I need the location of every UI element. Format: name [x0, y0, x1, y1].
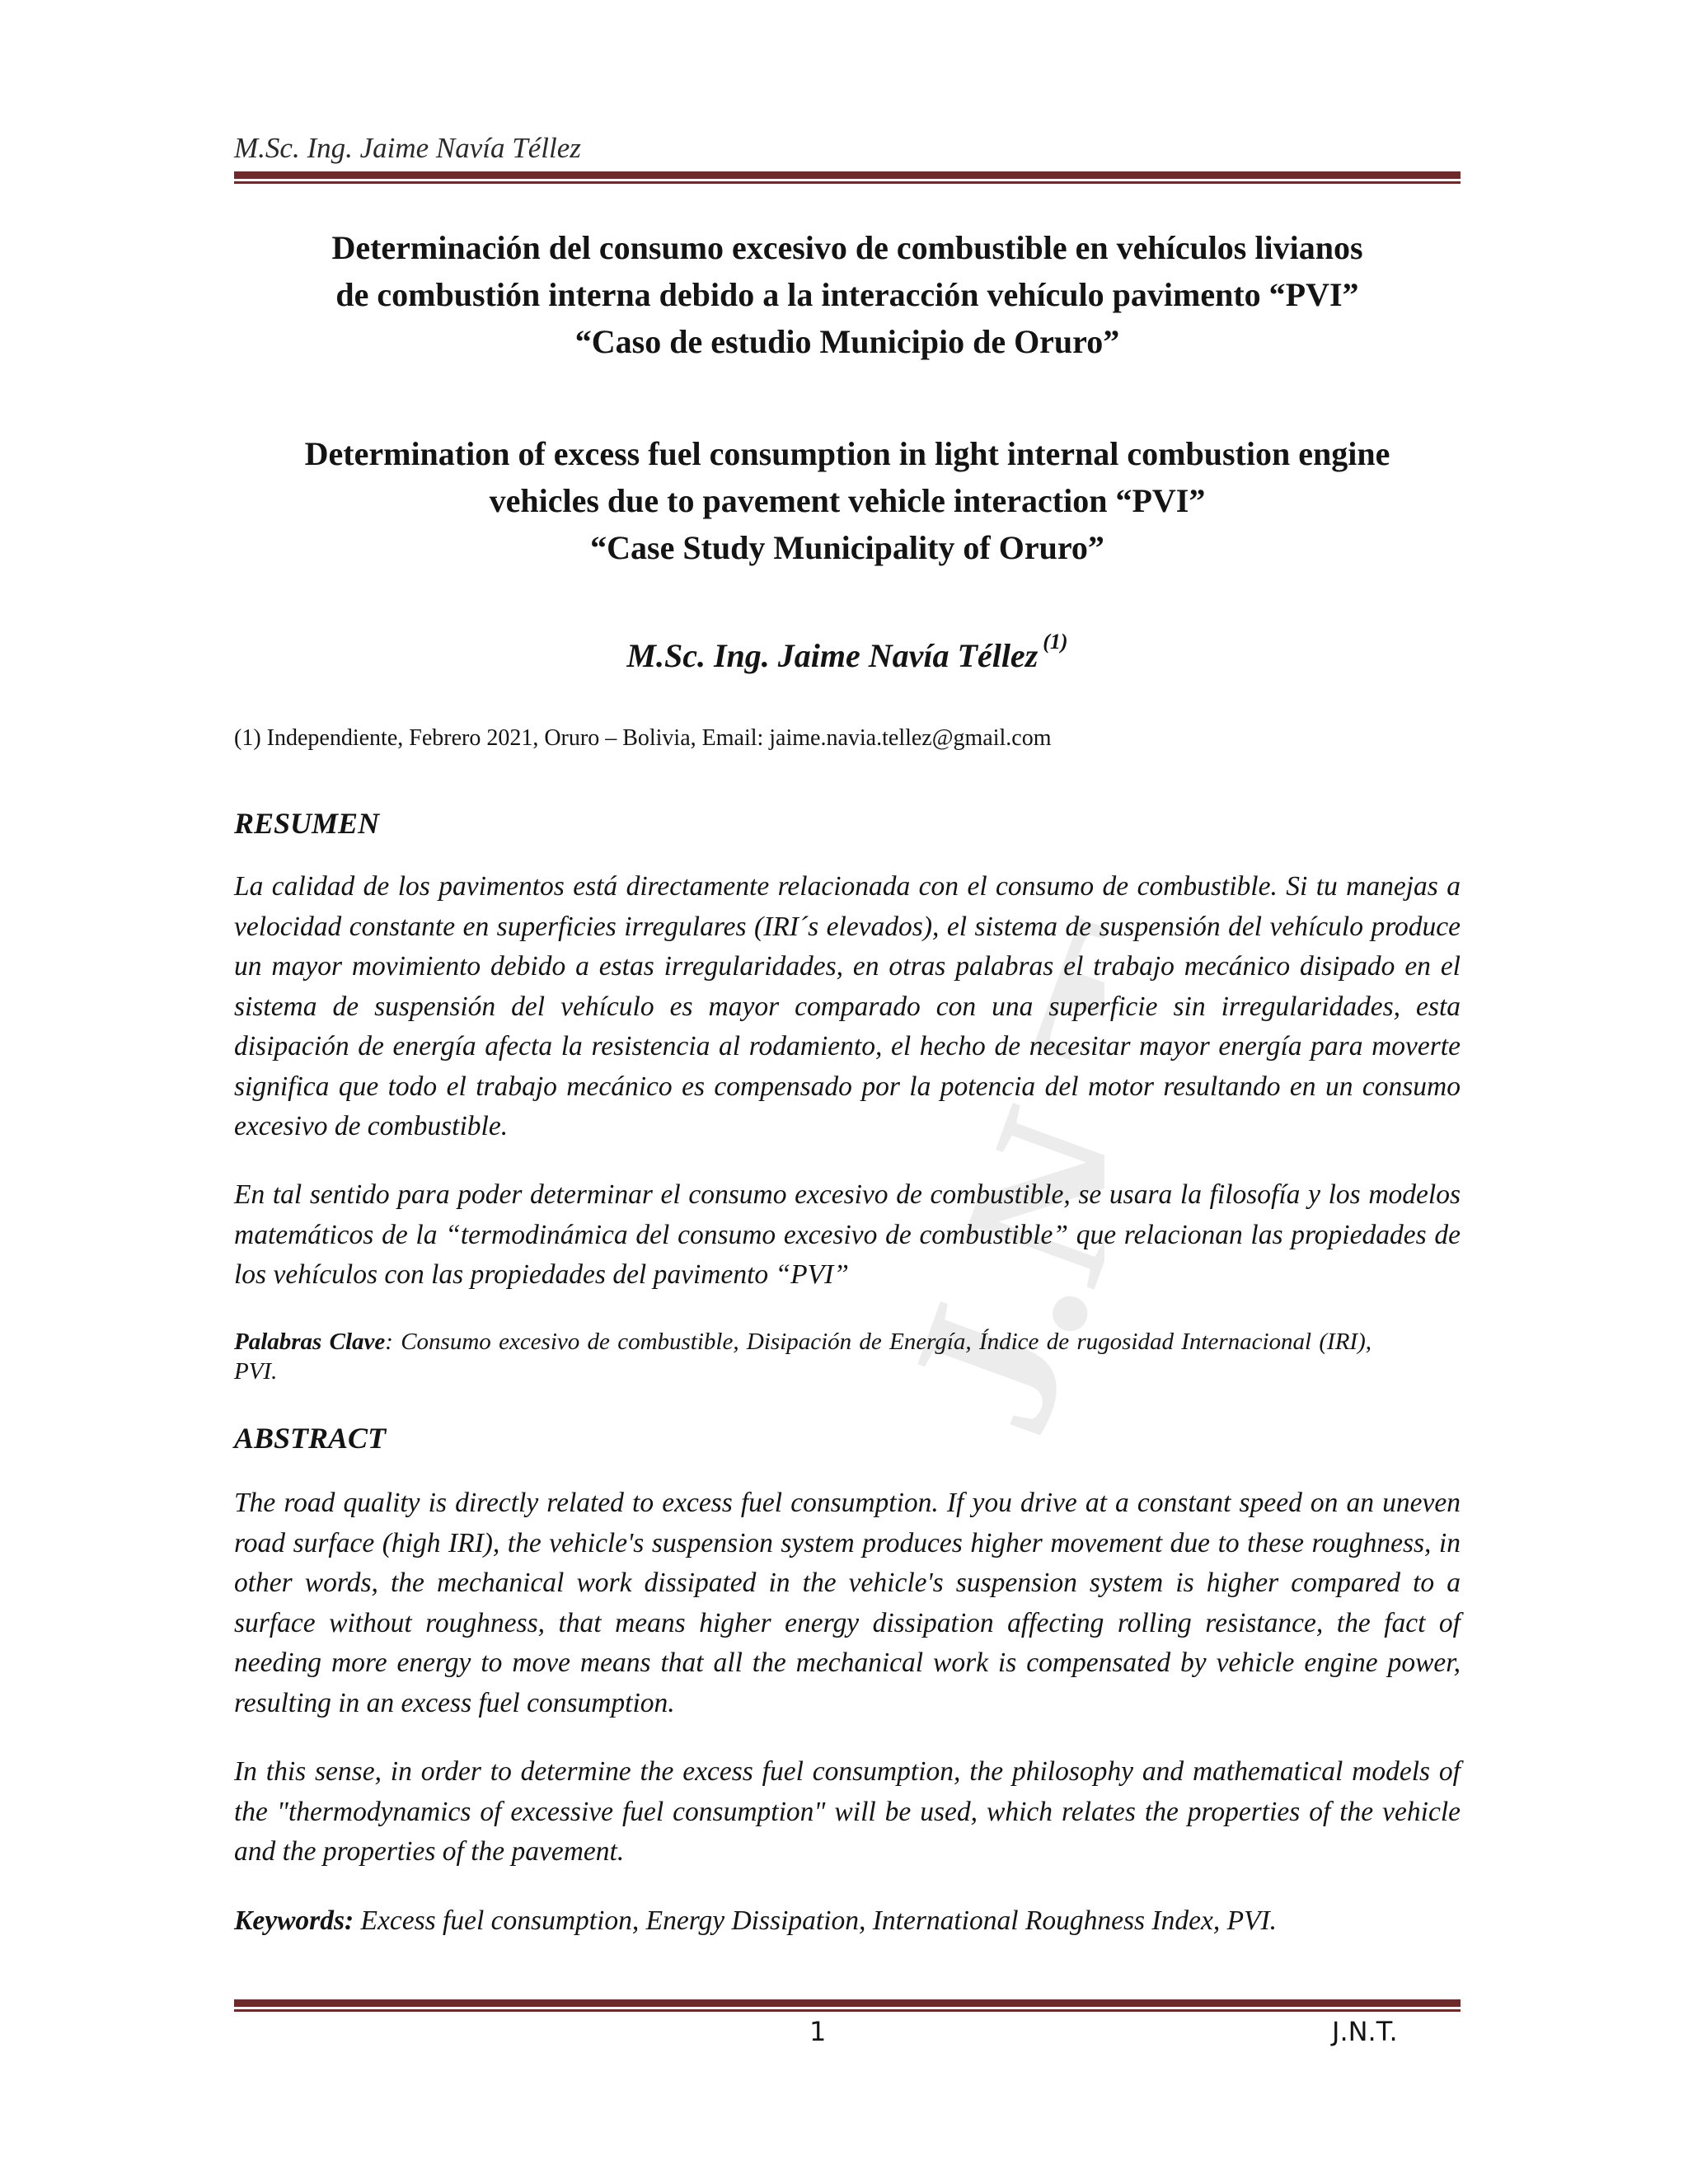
author-line: [234, 630, 1461, 675]
title-spanish-line-1: Determinación del consumo excesivo de combustible en vehículos livianos: [331, 229, 1363, 266]
keywords: [234, 1905, 1461, 1937]
title-english-line-1: Determination of excess fuel consumption in light internal combustion engine: [304, 435, 1390, 472]
keywords-label: Keywords:: [234, 1905, 354, 1936]
resumen-paragraph-2: En tal sentido para poder determinar el consumo excesivo de combustible, se usara la filosofía y los modelos matemáticos de la “termodinámica del consumo excesivo de combustible” que relacionan las propiedades de los vehículos con las propiedades del pavimento “PVI”: [234, 1179, 1461, 1290]
palabras-clave-label: Palabras Clave: [234, 1329, 386, 1355]
page-number: 1: [809, 2016, 827, 2047]
author-affiliation-marker: (1): [1043, 630, 1068, 654]
palabras-clave: [234, 1327, 1372, 1386]
keywords-text: Excess fuel consumption, Energy Dissipation, International Roughness Index, PVI.: [354, 1905, 1278, 1936]
author-affiliation: (1) Independiente, Febrero 2021, Oruro – Bolivia, Email: jaime.navia.tellez@gmail.com: [234, 725, 1052, 751]
palabras-clave-text: : Consumo excesivo de combustible, Disipación de Energía, Índice de rugosidad Internacional (IRI), PVI.: [234, 1329, 1372, 1385]
abstract-paragraph-1: The road quality is directly related to excess fuel consumption. If you drive at a constant speed on an uneven road surface (high IRI), the vehicle's suspension system produces higher movement due to these roughness, in other words, the mechanical work dissipated in the vehicle's suspension system is higher compared to a surface without roughness, that means higher energy dissipation affecting rolling resistance, the fact of needing more energy to move means that all the mechanical work is compensated by vehicle engine power, resulting in an excess fuel consumption.: [234, 1488, 1461, 1718]
title-english-line-3: “Case Study Municipality of Oruro”: [590, 529, 1104, 566]
title-spanish: [234, 224, 1461, 365]
abstract-paragraph-2: In this sense, in order to determine the excess fuel consumption, the philosophy and mathematical models of the "thermodynamics of excessive fuel consumption" will be used, which relates the properties of the vehicle and the properties of the pavement.: [234, 1756, 1461, 1867]
footer-rule: [234, 1999, 1461, 2012]
title-spanish-line-2: de combustión interna debido a la interacción vehículo pavimento “PVI”: [335, 276, 1359, 313]
running-header-author: M.Sc. Ing. Jaime Navía Téllez: [234, 132, 581, 164]
resumen-paragraph-1: La calidad de los pavimentos está directamente relacionada con el consumo de combustible. Si tu manejas a velocidad constante en superficies irregulares (IRI´s elevados), el sistema de suspensión del vehículo produce un mayor movimiento debido a estas irregularidades, en otras palabras el trabajo mecánico disipado en el sistema de suspensión del vehículo es mayor comparado con una superficie sin irregularidades, esta disipación de energía afecta la resistencia al rodamiento, el hecho de necesitar mayor energía para moverte significa que todo el trabajo mecánico es compensado por la potencia del motor resultando en un consumo excesivo de combustible.: [234, 871, 1461, 1141]
author-name: M.Sc. Ing. Jaime Navía Téllez: [626, 637, 1039, 674]
header-rule: [234, 171, 1461, 184]
title-english: [234, 430, 1461, 571]
abstract-heading: ABSTRACT: [234, 1422, 387, 1455]
watermark-text: J.N.T.: [858, 862, 1104, 1461]
resumen-heading: RESUMEN: [234, 807, 380, 840]
footer-initials: J.N.T.: [1332, 2016, 1398, 2047]
title-english-line-2: vehicles due to pavement vehicle interaction “PVI”: [489, 482, 1206, 519]
title-spanish-line-3: “Caso de estudio Municipio de Oruro”: [574, 323, 1120, 360]
